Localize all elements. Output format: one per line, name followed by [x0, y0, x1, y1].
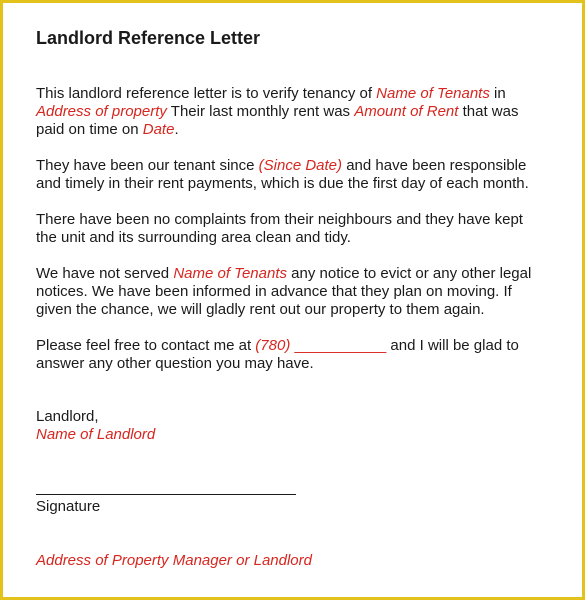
text-segment: We have not served	[36, 265, 174, 282]
paragraph-2-line-1	[36, 157, 526, 175]
paragraph-2-line-2: and timely in their rent payments, which is due the first day of each month.	[36, 175, 529, 192]
signature-line[interactable]	[36, 494, 296, 495]
paragraph-1-line-1	[36, 85, 506, 103]
amount-of-rent-field[interactable]: Amount of Rent	[354, 103, 459, 120]
paragraph-1-line-3	[36, 121, 179, 139]
text-segment: .	[174, 121, 179, 138]
paragraph-3-line-2: the unit and its surrounding area clean and tidy.	[36, 229, 351, 246]
text-segment: paid on time on	[36, 121, 143, 138]
name-of-landlord-field[interactable]: Name of Landlord	[36, 426, 156, 443]
text-segment: in	[489, 85, 506, 102]
name-of-tenants-field[interactable]: Name of Tenants	[173, 265, 287, 282]
text-segment: Their last monthly rent was	[166, 103, 355, 120]
paragraph-3-line-1: There have been no complaints from their neighbours and they have kept	[36, 211, 523, 228]
paragraph-4-line-3: given the chance, we will gladly rent out our property to them again.	[36, 301, 485, 318]
text-segment: and I will be glad to	[386, 337, 519, 354]
paragraph-5-line-2: answer any other question you may have.	[36, 355, 314, 372]
text-segment: and have been responsible	[342, 157, 527, 174]
text-segment: They have been our tenant since	[36, 157, 259, 174]
closing-salutation: Landlord,	[36, 408, 99, 425]
signature-label: Signature	[36, 498, 101, 515]
text-segment: that was	[458, 103, 519, 120]
phone-number-blank[interactable]: ___________	[290, 337, 387, 354]
address-of-manager-field[interactable]: Address of Property Manager or Landlord	[36, 552, 312, 569]
text-segment: Please feel free to contact me at	[36, 337, 256, 354]
document-title: Landlord Reference Letter	[36, 28, 261, 48]
paragraph-5-line-1	[36, 337, 519, 355]
paragraph-4-line-2: notices. We have been informed in advance that they plan on moving. If	[36, 283, 512, 300]
date-field[interactable]: Date	[142, 121, 175, 138]
paragraph-1-line-2	[36, 103, 518, 121]
text-segment: any notice to evict or any other legal	[287, 265, 532, 282]
paragraph-4-line-1	[36, 265, 531, 283]
since-date-field[interactable]: (Since Date)	[258, 157, 343, 174]
text-segment: This landlord reference letter is to verify tenancy of	[36, 85, 377, 102]
name-of-tenants-field[interactable]: Name of Tenants	[376, 85, 490, 102]
phone-area-code-field[interactable]: (780)	[255, 337, 291, 354]
address-of-property-field[interactable]: Address of property	[36, 103, 167, 120]
